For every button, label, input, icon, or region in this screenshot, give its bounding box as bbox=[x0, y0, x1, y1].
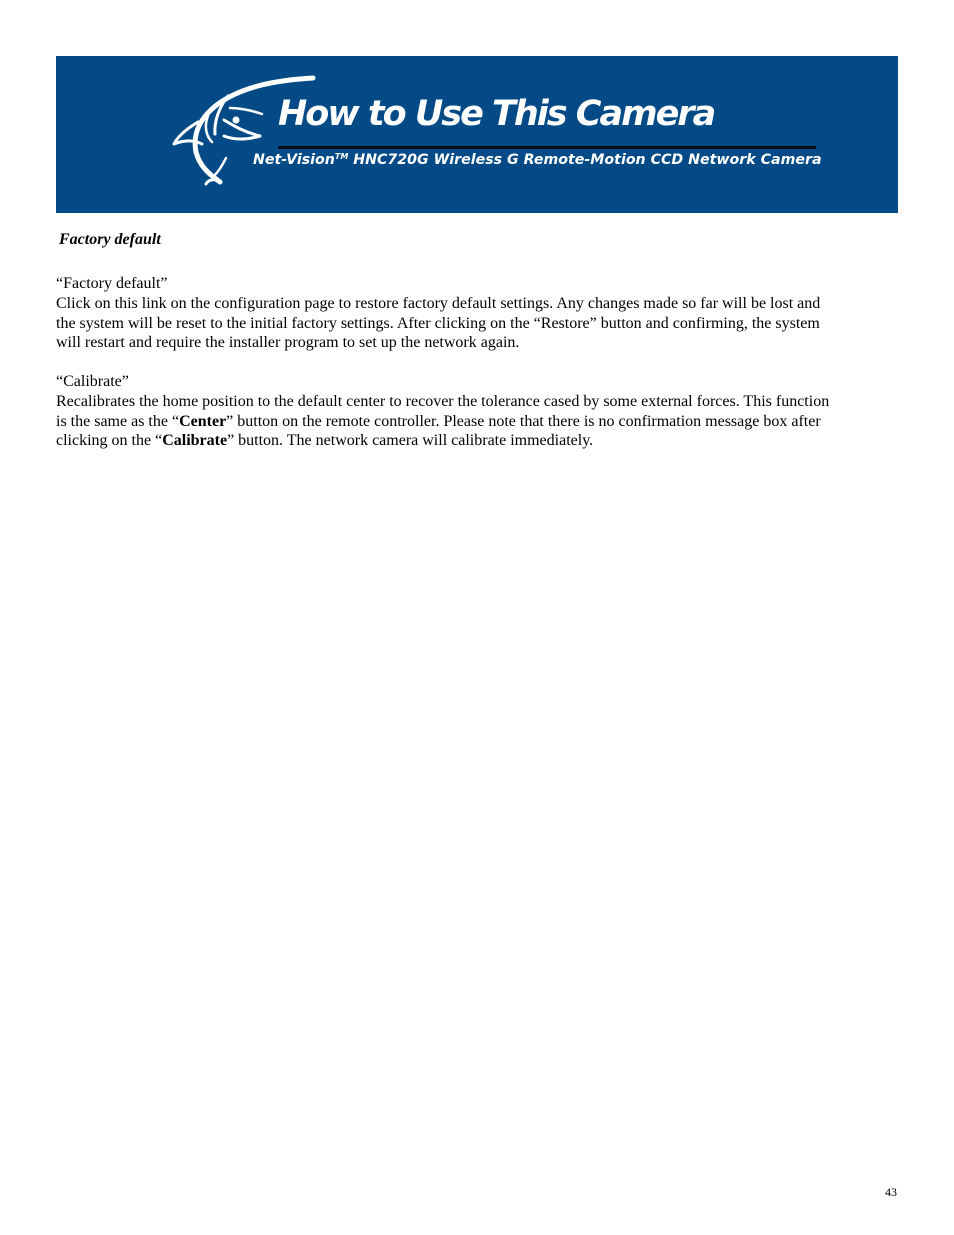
center-button-term: Center bbox=[179, 412, 227, 430]
line-text: clicking on the “ bbox=[56, 432, 163, 450]
paragraph-line: the system will be reset to the initial factory settings. After clicking on the “Restore” button and confirming, the system bbox=[56, 314, 820, 332]
paragraph-line: will restart and require the installer program to set up the network again. bbox=[56, 334, 520, 352]
factory-default-paragraph bbox=[56, 274, 906, 353]
section-heading: Factory default bbox=[59, 231, 161, 248]
paragraph-line bbox=[56, 431, 906, 451]
banner-title: How to Use This Camera bbox=[278, 94, 715, 134]
banner-subtitle bbox=[253, 152, 822, 168]
paragraph-line: Click on this link on the configuration page to restore factory default settings. Any changes made so far will be lost and bbox=[56, 294, 821, 312]
subtitle-brand: Net-Vision bbox=[253, 152, 335, 168]
subtitle-product: HNC720G Wireless G Remote-Motion CCD Network Camera bbox=[348, 152, 822, 168]
calibrate-button-term: Calibrate bbox=[162, 432, 228, 450]
paragraph-line: Recalibrates the home position to the default center to recover the tolerance cased by some external forces. This function bbox=[56, 392, 830, 410]
calibrate-label: “Calibrate” bbox=[56, 373, 129, 390]
header-banner bbox=[56, 56, 898, 213]
trademark-mark: TM bbox=[334, 152, 349, 161]
paragraph-line bbox=[56, 412, 906, 432]
calibrate-paragraph bbox=[56, 372, 906, 451]
line-text: is the same as the “ bbox=[56, 412, 180, 430]
line-text: ” button. The network camera will calibrate immediately. bbox=[227, 432, 594, 450]
page-number: 43 bbox=[885, 1185, 897, 1199]
banner-divider bbox=[278, 146, 816, 149]
factory-default-label: “Factory default” bbox=[56, 275, 168, 292]
line-text: ” button on the remote controller. Please note that there is no confirmation message box after bbox=[226, 412, 821, 430]
